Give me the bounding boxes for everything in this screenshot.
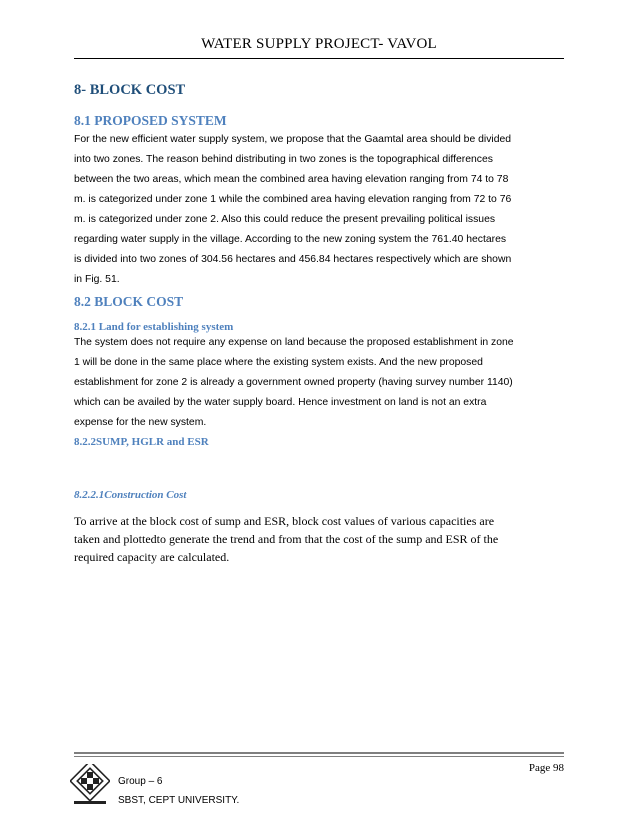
paragraph-line: is divided into two zones of 304.56 hectares and 456.84 hectares respectively which are shown [74, 254, 512, 265]
section-heading-8-2-2: 8.2.2SUMP, HGLR and ESR [74, 436, 209, 448]
paragraph-construction-cost [74, 512, 564, 566]
paragraph-line: For the new efficient water supply system, we propose that the Gaamtal area should be divided [74, 134, 512, 145]
section-heading-8-2-1: 8.2.1 Land for establishing system [74, 321, 234, 333]
page-header-title: WATER SUPPLY PROJECT- VAVOL [201, 36, 437, 52]
footer-university: SBST, CEPT UNIVERSITY. [118, 795, 240, 806]
paragraph-line: expense for the new system. [74, 417, 207, 428]
paragraph-line: 1 will be done in the same place where the existing system exists. And the new proposed [74, 357, 483, 368]
paragraph-line: required capacity are calculated. [74, 550, 230, 564]
paragraph-line: which can be availed by the water supply board. Hence investment on land is not an extra [74, 397, 487, 408]
paragraph-line: taken and plottedto generate the trend and from that the cost of the sump and ESR of the [74, 532, 499, 546]
paragraph-line: between the two areas, which mean the combined area having elevation ranging from 74 to 78 [74, 174, 509, 185]
university-logo-icon [70, 764, 110, 808]
paragraph-line: The system does not require any expense on land because the proposed establishment in zone [74, 337, 514, 348]
header-divider [74, 58, 564, 59]
paragraph-land [74, 333, 564, 433]
paragraph-line: into two zones. The reason behind distributing in two zones is the topographical differences [74, 154, 493, 165]
section-heading-8-2: 8.2 BLOCK COST [74, 294, 184, 309]
section-heading-8-2-2-1: 8.2.2.1Construction Cost [74, 489, 187, 501]
footer-divider [74, 752, 564, 754]
footer-divider-thin [74, 756, 564, 757]
section-heading-8-1: 8.1 PROPOSED SYSTEM [74, 113, 227, 128]
paragraph-proposed-system [74, 130, 564, 290]
page-number: Page 98 [528, 762, 564, 774]
paragraph-line: regarding water supply in the village. According to the new zoning system the 761.40 hectares [74, 234, 507, 245]
paragraph-line: To arrive at the block cost of sump and ESR, block cost values of various capacities are [74, 514, 495, 528]
footer-group: Group – 6 [118, 776, 163, 787]
paragraph-line: in Fig. 51. [74, 274, 120, 285]
section-heading-8: 8- BLOCK COST [74, 82, 186, 98]
paragraph-line: m. is categorized under zone 2. Also this could reduce the present prevailing political issues [74, 214, 496, 225]
paragraph-line: establishment for zone 2 is already a government owned property (having survey number 1140) [74, 377, 513, 388]
paragraph-line: m. is categorized under zone 1 while the combined area having elevation ranging from 72 to 76 [74, 194, 512, 205]
